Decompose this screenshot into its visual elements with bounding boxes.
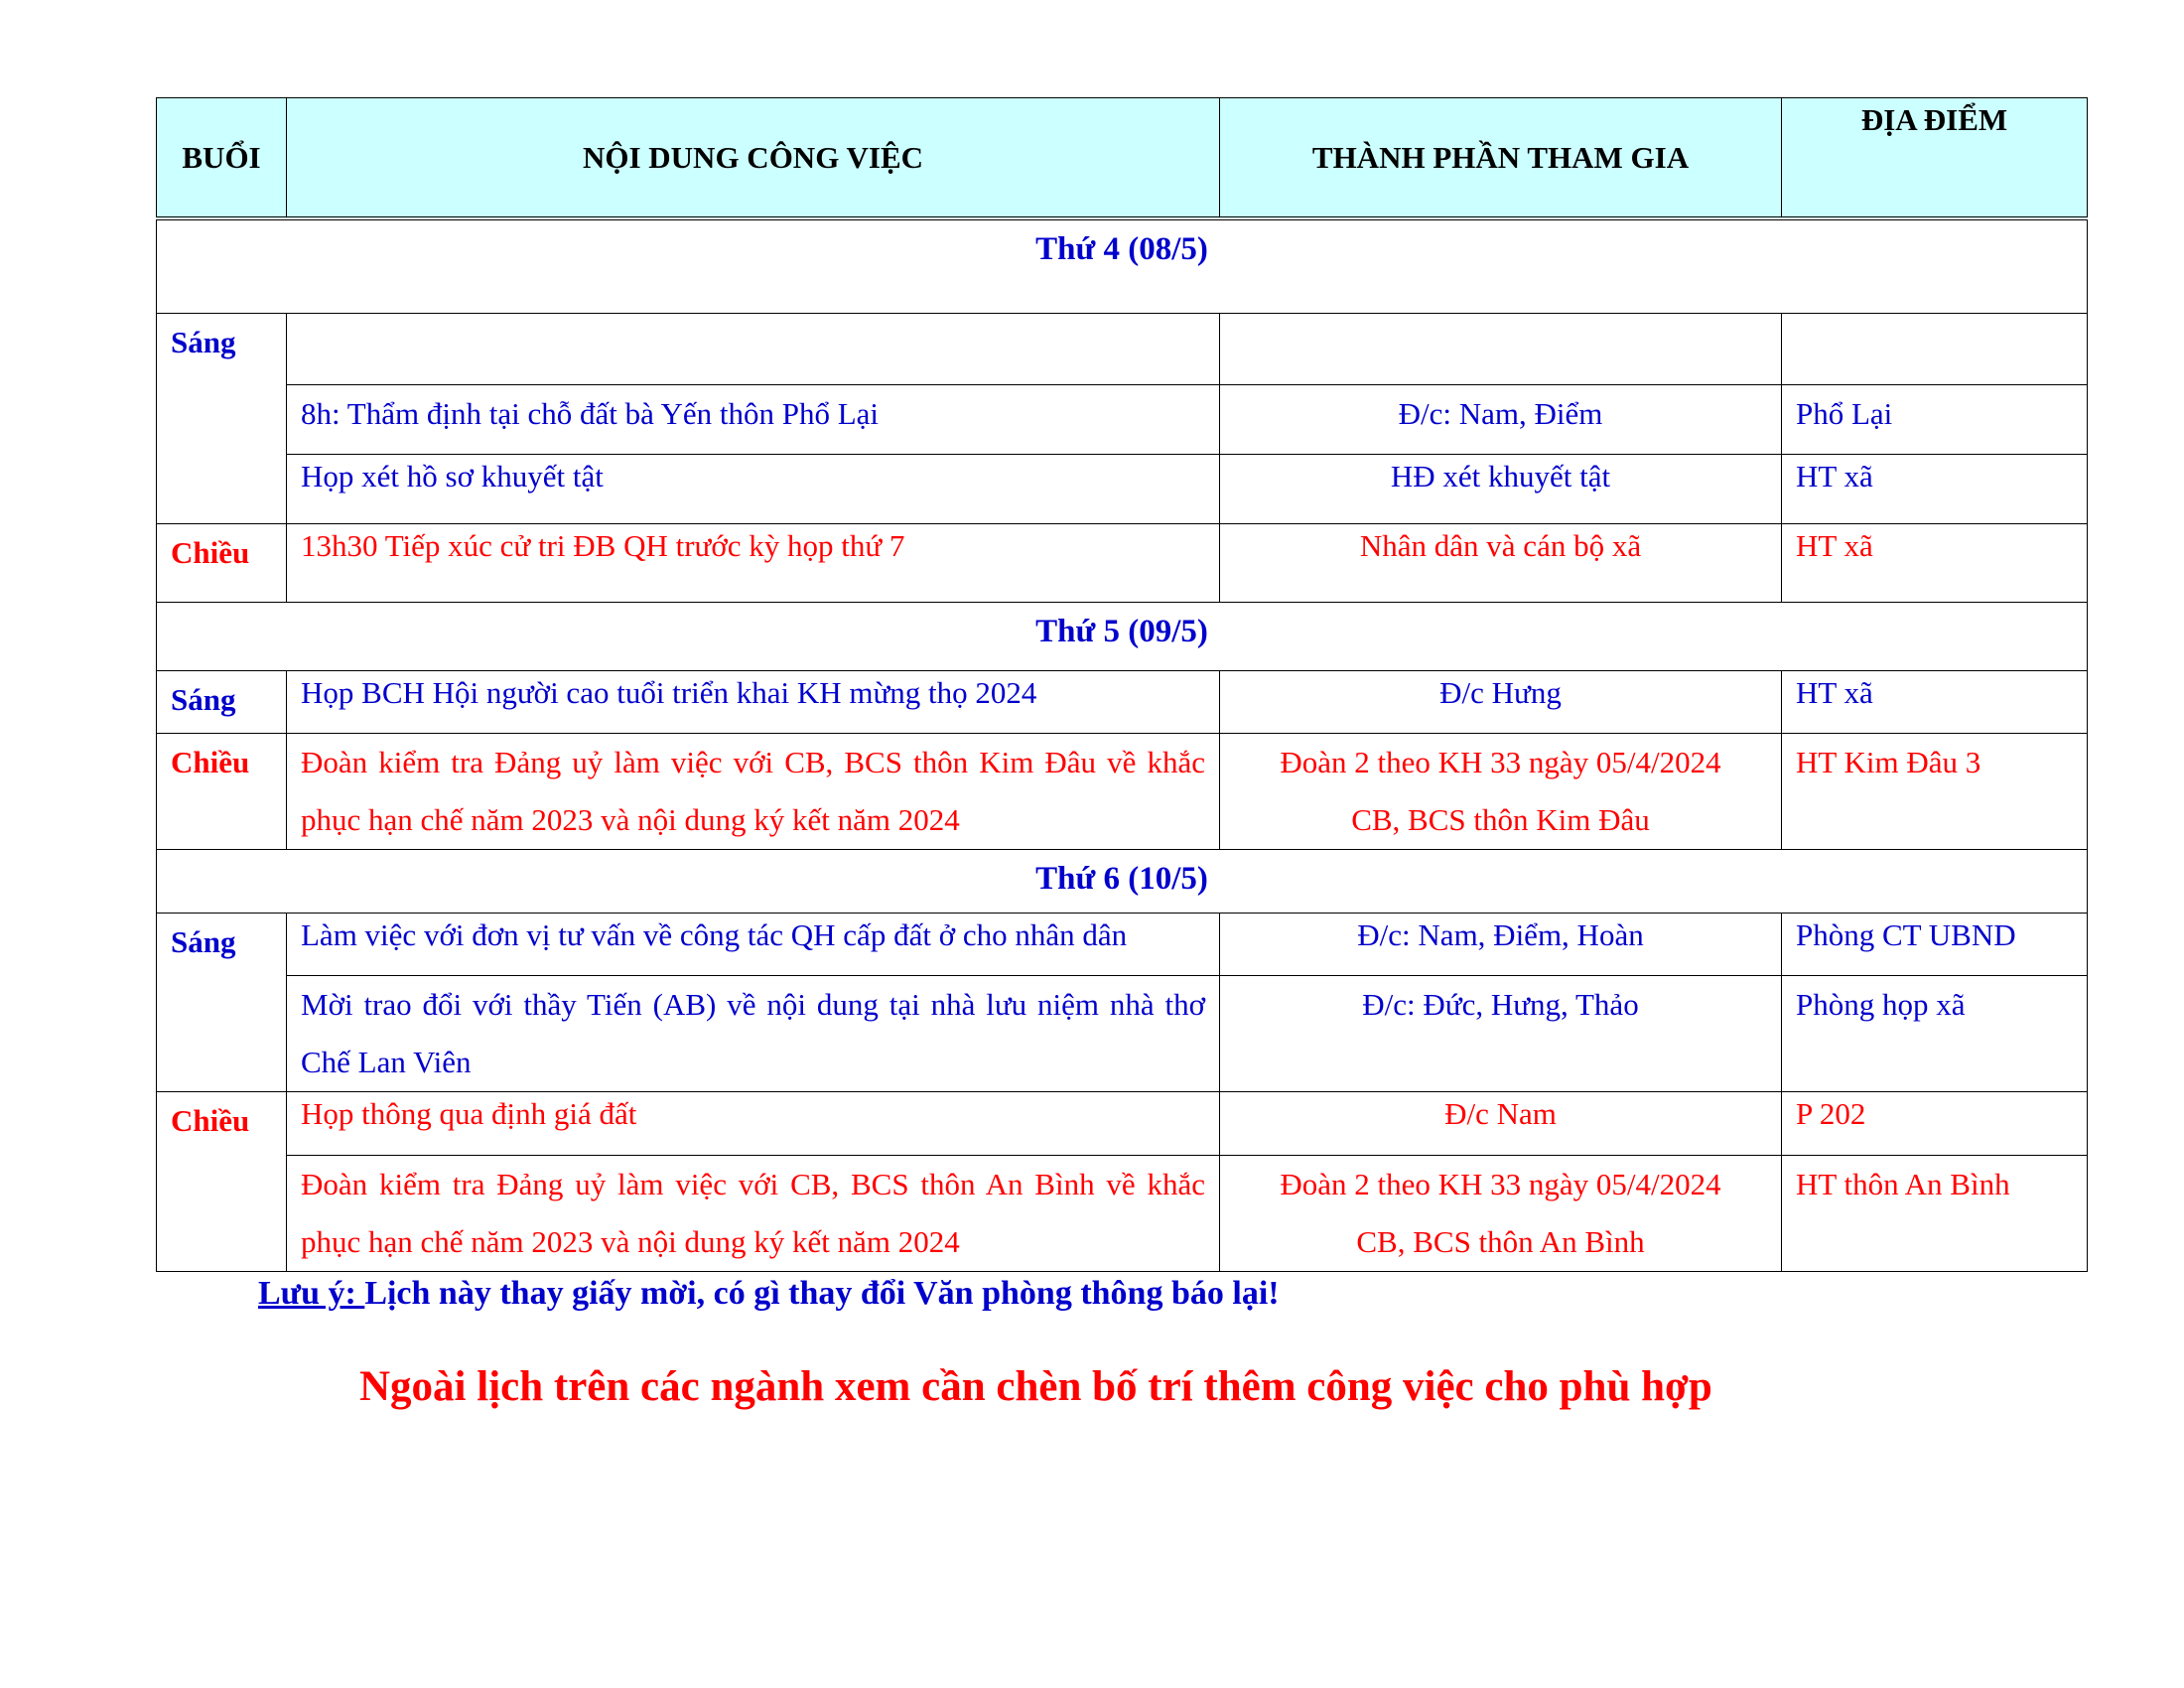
task-participants: Đ/c: Nam, Điểm [1220,384,1782,454]
day-row [157,602,2088,670]
footer-note [258,1275,1280,1313]
day-row [157,849,2088,913]
session-label-sang: Sáng [157,913,287,1091]
task-participants: Đ/c Hưng [1220,670,1782,733]
table-row [157,1091,2088,1155]
session-label-chieu: Chiều [157,1091,287,1271]
task-participants: Đ/c Nam [1220,1091,1782,1155]
table-row [157,670,2088,733]
table-header-row [157,98,2088,219]
task-content: Họp BCH Hội người cao tuổi triển khai KH mừng thọ 2024 [287,670,1220,733]
table-row [157,975,2088,1091]
task-location: Phòng CT UBND [1782,913,2088,975]
participants-line: Đoàn 2 theo KH 33 ngày 05/4/2024 [1280,744,1721,779]
header-dia-diem: ĐỊA ĐIỂM [1782,98,2088,219]
table-row [157,913,2088,975]
task-participants: Đ/c: Nam, Điểm, Hoàn [1220,913,1782,975]
task-location: HT Kim Đâu 3 [1782,733,2088,849]
task-content: Đoàn kiểm tra Đảng uỷ làm việc với CB, BCS thôn An Bình về khắc phục hạn chế năm 2023 và nội dung ký kết năm 2024 [287,1155,1220,1271]
task-participants: Nhân dân và cán bộ xã [1220,523,1782,602]
table-row [157,313,2088,384]
day-title: Thứ 4 (08/5) [157,218,2088,313]
task-location: HT xã [1782,670,2088,733]
task-content: Làm việc với đơn vị tư vấn về công tác QH cấp đất ở cho nhân dân [287,913,1220,975]
task-participants: Đ/c: Đức, Hưng, Thảo [1220,975,1782,1091]
task-content: Họp thông qua định giá đất [287,1091,1220,1155]
footer-notice: Ngoài lịch trên các ngành xem cần chèn bố trí thêm công việc cho phù hợp [359,1363,1712,1410]
table-row [157,733,2088,849]
task-location: Phòng họp xã [1782,975,2088,1091]
task-content: 8h: Thẩm định tại chỗ đất bà Yến thôn Phổ Lại [287,384,1220,454]
table-row [157,1155,2088,1271]
table-row [157,384,2088,454]
task-participants: HĐ xét khuyết tật [1220,454,1782,523]
task-content: Họp xét hồ sơ khuyết tật [287,454,1220,523]
table-row [157,523,2088,602]
task-participants [1220,313,1782,384]
session-label-sang: Sáng [157,313,287,523]
schedule-table [156,97,2088,1272]
task-participants [1220,733,1782,849]
table-row [157,454,2088,523]
header-thanh-phan: THÀNH PHẦN THAM GIA [1220,98,1782,219]
day-row [157,218,2088,313]
day-title: Thứ 5 (09/5) [157,602,2088,670]
session-label-sang: Sáng [157,670,287,733]
session-label-chieu: Chiều [157,523,287,602]
task-content: 13h30 Tiếp xúc cử tri ĐB QH trước kỳ họp thứ 7 [287,523,1220,602]
task-participants [1220,1155,1782,1271]
day-title: Thứ 6 (10/5) [157,849,2088,913]
participants-line: CB, BCS thôn An Bình [1356,1223,1645,1259]
header-buoi: BUỔI [157,98,287,219]
participants-line: Đoàn 2 theo KH 33 ngày 05/4/2024 [1280,1166,1721,1201]
task-location: Phổ Lại [1782,384,2088,454]
note-text: Lịch này thay giấy mời, có gì thay đổi Văn phòng thông báo lại! [364,1275,1280,1312]
task-location: HT thôn An Bình [1782,1155,2088,1271]
session-label-chieu: Chiều [157,733,287,849]
task-content [287,313,1220,384]
task-location [1782,313,2088,384]
participants-line: CB, BCS thôn Kim Đâu [1351,801,1650,837]
task-location: P 202 [1782,1091,2088,1155]
header-noi-dung: NỘI DUNG CÔNG VIỆC [287,98,1220,219]
task-location: HT xã [1782,454,2088,523]
note-label: Lưu ý: [258,1275,365,1312]
task-location: HT xã [1782,523,2088,602]
task-content: Đoàn kiểm tra Đảng uỷ làm việc với CB, BCS thôn Kim Đâu về khắc phục hạn chế năm 2023 và nội dung ký kết năm 2024 [287,733,1220,849]
task-content: Mời trao đổi với thầy Tiến (AB) về nội dung tại nhà lưu niệm nhà thơ Chế Lan Viên [287,975,1220,1091]
